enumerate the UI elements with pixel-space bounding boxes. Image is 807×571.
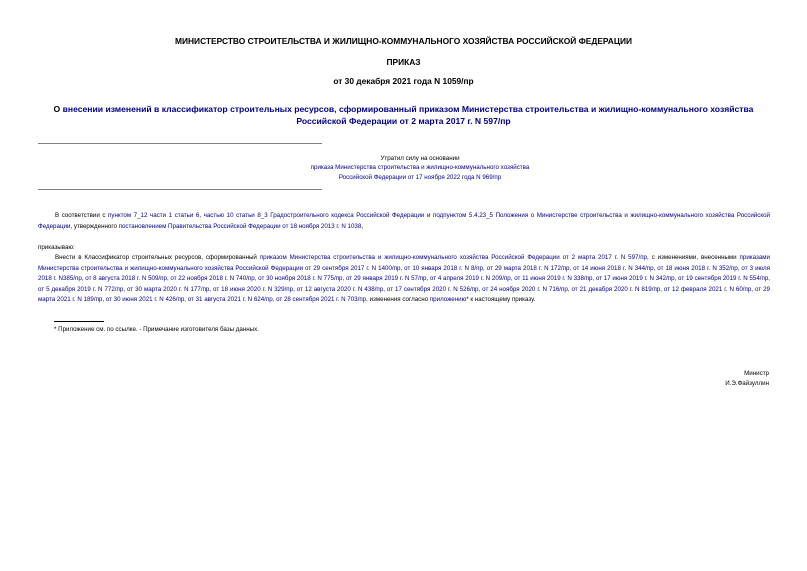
document-date-number: от 30 декабря 2021 года N 1059/пр [333,76,474,86]
repeal-note [220,154,620,182]
repeal-note-line1: Утратил силу на основании [380,155,460,162]
basis-text-1: В соответствии с [55,212,109,219]
repeal-note-link-line2[interactable]: приказа Министерства строительства и жилищно-коммунального хозяйства [310,164,530,172]
repeal-note-link-line3[interactable]: Российской Федерации от 17 ноября 2022 года N 969/пр [338,173,502,181]
main-text-1: Внести в Классификатор строительных ресурсов, сформированный [55,254,260,261]
ministry-heading: МИНИСТЕРСТВО СТРОИТЕЛЬСТВА И ЖИЛИЩНО-КОММУНАЛЬНОГО ХОЗЯЙСТВА РОССИЙСКОЙ ФЕДЕРАЦИИ [175,36,632,46]
footnote-divider [54,321,104,322]
divider-bottom [38,189,322,190]
document-type: ПРИКАЗ [386,57,421,67]
document-title [30,103,777,127]
title-link[interactable]: внесении изменений в классификатор строительных ресурсов, сформированный приказом Министерства строительства и жилищно-коммунального хозяйства Российской Федерации от 2 марта 2017 г. N 597/пр [62,104,754,126]
order-word: приказываю: [38,244,75,251]
basis-text-2: и [424,212,433,219]
basis-paragraph [38,211,770,232]
main-text-3: , изменения согласно [366,296,430,303]
link-government-decree[interactable]: постановлением Правительства Российской Федерации от 18 ноября 2013 г. N 1038 [118,222,362,230]
main-paragraph [38,253,770,306]
link-grad-code[interactable]: пунктом 7_12 части 1 статьи 6, частью 10 статьи 8_3 Градостроительного кодекса Российской Федерации [108,212,425,219]
main-text-2: , с изменениями, внесенными [647,254,740,261]
signature-title: Министр [744,370,769,377]
main-text-4: * к настоящему приказу. [466,296,536,303]
basis-text-4: , [361,222,364,230]
title-prefix: О [53,104,63,114]
link-appendix[interactable]: приложению [429,296,467,303]
link-ministry-regulation[interactable]: подпунктом 5.4.23_5 Положения о Министерстве строительства и жилищно-коммунального хозяйства Российской Федерации [38,212,771,230]
divider-top [38,143,322,144]
link-amending-orders[interactable]: приказами Министерства строительства и жилищно-коммунального хозяйства Российской Федерации от 29 сентября 2017 г. N 1400/пр, от 10 января 2018 г. N 8/пр, от 29 марта 2018 г. N 172/пр, от 14 июня 2018 г. N 344/пр, от 18 июня 2018 г. N 352/пр, от 3 июля 2018 г. N385/пр, от 8 августа 2018 г. N 509/пр, от 22 ноября 2018 г. N 740/пр, от 30 ноября 2018 г. N 775/пр, от 29 января 2019 г. N 57/пр, от 4 апреля 2019 г. N 209/пр, от 11 июня 2019 г. N 338/пр, от 17 июня 2019 г. N 342/пр, от 19 сентября 2019 г. N 554/пр, от 5 декабря 2019 г. N 772/пр, от 30 марта 2020 г. N 177/пр, от 18 июня 2020 г. N 329/пр, от 12 августа 2020 г. N 438/пр, от 17 сентября 2020 г. N 526/пр, от 24 ноября 2020 г. N 716/пр, от 21 декабря 2020 г. N 819/пр, от 12 февраля 2021 г. N 60/пр, от 29 марта 2021 г. N 189/пр, от 30 июня 2021 г. N 426/пр, от 31 августа 2021 г. N 624/пр, от 28 сентября 2021 г. N 703/пр [38,254,770,303]
basis-text-3: , утвержденного [70,222,119,230]
footnote: * Приложение см. по ссылке. - Примечание изготовителя базы данных. [54,326,259,333]
signature-name: И.Э.Файзуллин [725,380,769,387]
link-order-597[interactable]: приказом Министерства строительства и жилищно-коммунального хозяйства Российской Федерации от 2 марта 2017 г. N 597/пр [259,254,647,261]
